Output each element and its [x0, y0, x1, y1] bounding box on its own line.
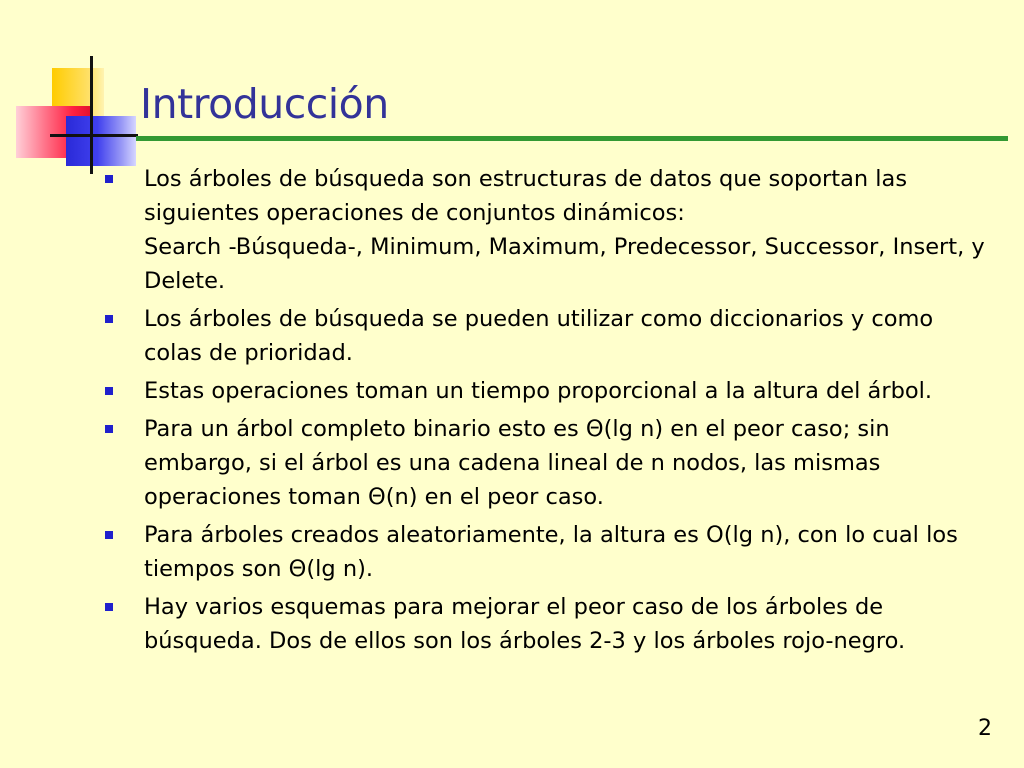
bullet-text: Los árboles de búsqueda se pueden utilizar como diccionarios y como colas de prioridad.: [144, 306, 934, 366]
blue-square-decoration: [66, 116, 136, 166]
bullet-text: Para un árbol completo binario esto es Θ(lg n) en el peor caso; sin embargo, si el árbol es una cadena lineal de n nodos, las mismas operaciones toman Θ(n) en el peor caso.: [144, 416, 890, 510]
bullet-item: [100, 412, 990, 514]
vertical-line-decoration: [90, 56, 93, 174]
bullet-text: Para árboles creados aleatoriamente, la altura es O(lg n), con lo cual los tiempos son Θ(lg n).: [144, 522, 958, 582]
bullet-square-icon: [105, 425, 113, 433]
bullet-square-icon: [105, 603, 113, 611]
title-underline-rule: [136, 136, 1008, 141]
bullet-list: [100, 162, 990, 662]
bullet-text: Hay varios esquemas para mejorar el peor caso de los árboles de búsqueda. Dos de ellos son los árboles 2-3 y los árboles rojo-negro.: [144, 594, 906, 654]
horizontal-line-decoration: [50, 134, 138, 137]
bullet-item: [100, 590, 990, 658]
bullet-text: Los árboles de búsqueda son estructuras de datos que soportan las siguientes operaciones de conjuntos dinámicos: Search -Búsqueda-, Minimum, Maximum, Predecessor, Successor, Insert, y Delete.: [144, 166, 985, 294]
bullet-square-icon: [105, 531, 113, 539]
bullet-square-icon: [105, 315, 113, 323]
bullet-item: [100, 162, 990, 298]
bullet-square-icon: [105, 175, 113, 183]
page-number: 2: [978, 716, 992, 741]
bullet-square-icon: [105, 387, 113, 395]
bullet-text: Estas operaciones toman un tiempo proporcional a la altura del árbol.: [144, 378, 933, 404]
bullet-item: [100, 374, 990, 408]
bullet-item: [100, 518, 990, 586]
bullet-item: [100, 302, 990, 370]
slide-title: Introducción: [140, 80, 389, 128]
